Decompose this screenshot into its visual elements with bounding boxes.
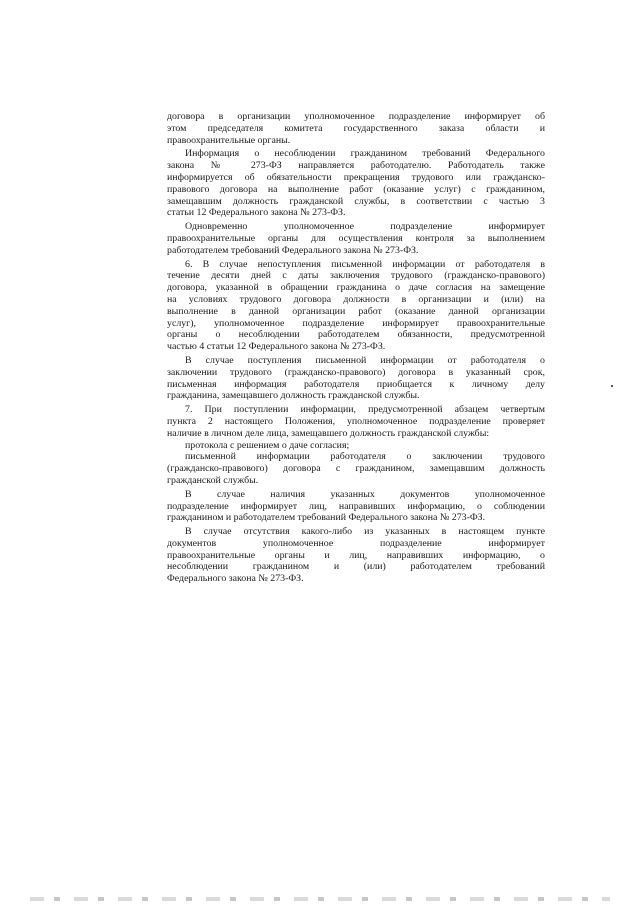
text-line: правового договора на выполнение работ (оказание услуг) с гражданином, [167, 183, 545, 195]
text-line: гражданином и работодателем требований Федерального закона № 273-ФЗ. [167, 512, 486, 524]
text-line: правоохранительные органы для осуществления контроля за выполнением [167, 232, 545, 244]
text-line: работодателем требований Федерального закона № 273-ФЗ. [167, 244, 419, 256]
text-line: протокола с решением о даче согласия; [185, 439, 350, 451]
text-line: договора, указанной в обращении гражданина о даче согласия на замещение [167, 282, 545, 294]
text-line: течение десяти дней с даты заключения трудового (гражданско-правового) [167, 270, 545, 282]
text-line: гражданской службы. [167, 474, 259, 486]
text-line: замещавшим должность гражданской службы, в соответствии с частью 3 [167, 195, 545, 207]
text-line: несоблюдении гражданином и (или) работодателем требований [167, 561, 545, 573]
text-line: Федерального закона № 273-ФЗ. [167, 573, 304, 585]
text-line: выполнение в данной организации работ (оказание данной организации [167, 305, 545, 317]
text-line: пункта 2 настоящего Положения, уполномоченное подразделение проверяет [167, 415, 545, 427]
text-line: договора в организации уполномоченное подразделение информирует об [167, 111, 545, 122]
scan-speck [611, 385, 613, 387]
text-line: В случае наличия указанных документов уполномоченное [185, 488, 545, 500]
text-line: гражданина, замещавшего должность гражданской службы. [167, 390, 420, 402]
text-line: частью 4 статьи 12 Федерального закона № 273-ФЗ. [167, 341, 386, 353]
text-line: (гражданско-правового) договора с гражданином, замещавшим должность [167, 463, 545, 475]
text-line: 7. При поступлении информации, предусмотренной абзацем четвертым [185, 404, 545, 416]
text-line: письменной информации работодателя о заключении трудового [185, 451, 545, 463]
text-line: наличие в личном деле лица, замещавшего должность гражданской службы: [167, 427, 490, 439]
text-line: информируется об обязательности прекращения трудового или гражданско- [167, 171, 545, 183]
text-line: органы о несоблюдении работодателем обязанности, предусмотренной [167, 329, 545, 341]
text-line: подразделение информирует лиц, направивших информацию, о соблюдении [167, 500, 545, 512]
text-line: Одновременно уполномоченное подразделение информирует [185, 221, 545, 233]
text-line: заключении трудового (гражданско-правового) договора в указанный срок, [167, 366, 545, 378]
document-body [167, 111, 545, 585]
text-line: правоохранительные органы. [167, 134, 291, 146]
text-line: В случае поступления письменной информации от работодателя о [185, 354, 545, 366]
text-line: 6. В случае непоступления письменной информации от работодателя в [185, 258, 545, 270]
text-line: В случае отсутствия какого-либо из указанных в настоящем пункте [185, 526, 545, 538]
text-line: письменная информация работодателя приобщается к личному делу [167, 378, 545, 390]
text-line: статьи 12 Федерального закона № 273-ФЗ. [167, 207, 346, 219]
scan-edge-artifact [30, 897, 610, 901]
text-line: Информация о несоблюдении гражданином требований Федерального [185, 148, 545, 160]
text-line: документов уполномоченное подразделение информирует [167, 537, 545, 549]
text-line: правоохранительные органы и лиц, направивших информацию, о [167, 549, 545, 561]
text-line: услуг), уполномоченное подразделение информирует правоохранительные [167, 317, 545, 329]
text-line: на условиях трудового договора должности в организации и (или) на [167, 293, 545, 305]
text-line: закона № 273-ФЗ направляется работодателю. Работодатель также [167, 160, 545, 172]
text-line: этом председателя комитета государственного заказа области и [167, 122, 545, 134]
